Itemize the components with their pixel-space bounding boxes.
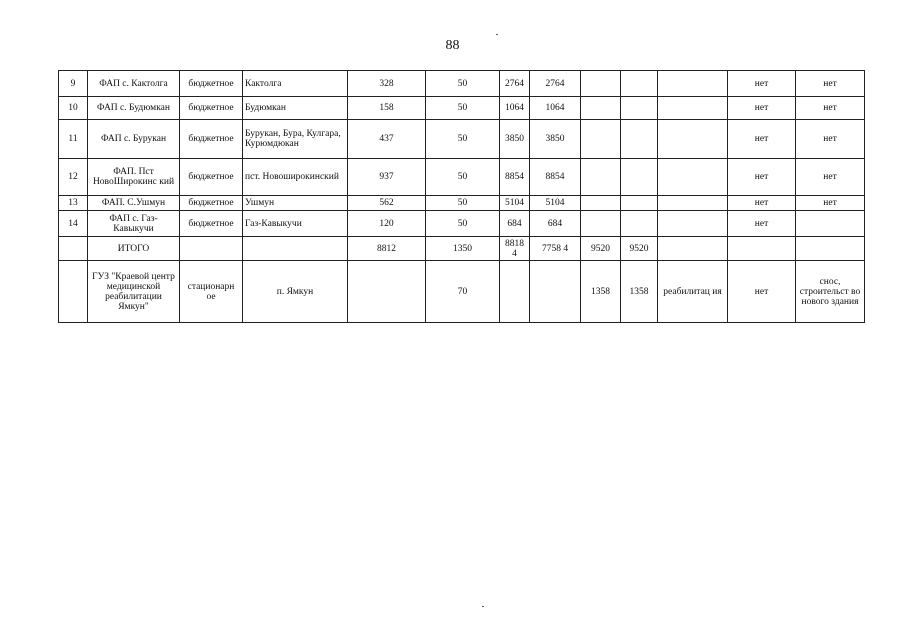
value-1: 158 [348,97,426,120]
value-2: 50 [426,211,500,237]
value-4: 2764 [530,71,581,97]
value-4 [530,261,581,323]
value-9: нет [796,71,865,97]
value-3: 3850 [500,120,530,159]
value-9: нет [796,120,865,159]
value-6: 1358 [621,261,658,323]
facility-type: бюджетное [180,196,243,211]
value-9 [796,237,865,261]
value-5 [581,211,621,237]
value-2: 70 [426,261,500,323]
profile [658,97,728,120]
settlement: п. Ямкун [243,261,348,323]
settlement: Ушмун [243,196,348,211]
profile [658,159,728,196]
value-9 [796,211,865,237]
value-2: 50 [426,196,500,211]
value-6 [621,97,658,120]
facility-type: бюджетное [180,211,243,237]
table-row [59,211,865,237]
value-2: 50 [426,120,500,159]
value-8: нет [728,159,796,196]
value-4: 1064 [530,97,581,120]
totals-label: ИТОГО [88,237,180,261]
row-number: 11 [59,120,88,159]
value-6 [621,196,658,211]
value-1: 120 [348,211,426,237]
facility-type: бюджетное [180,97,243,120]
value-1 [348,261,426,323]
value-5: 9520 [581,237,621,261]
profile: реабилитац ия [658,261,728,323]
value-9: нет [796,159,865,196]
profile [658,120,728,159]
value-1: 562 [348,196,426,211]
facility-name: ФАП с. Будюмкан [88,97,180,120]
row-number: 13 [59,196,88,211]
value-4: 7758 4 [530,237,581,261]
table-row [59,196,865,211]
value-5 [581,159,621,196]
row-number [59,261,88,323]
facility-name: ФАП. Пст НовоШирокинс кий [88,159,180,196]
facility-type: бюджетное [180,120,243,159]
value-9: снос, строительст во нового здания [796,261,865,323]
value-1: 937 [348,159,426,196]
table-row [59,261,865,323]
value-6: 9520 [621,237,658,261]
value-5 [581,196,621,211]
value-5 [581,71,621,97]
scan-speck [496,34,498,35]
value-3 [500,261,530,323]
facility-name: ГУЗ "Краевой центр медицинской реабилитации Ямкун" [88,261,180,323]
value-1: 8812 [348,237,426,261]
table-row [59,120,865,159]
table-row [59,97,865,120]
facility-type: стационарн ое [180,261,243,323]
row-number: 12 [59,159,88,196]
facility-name: ФАП с. Кактолга [88,71,180,97]
settlement: пст. Новоширокинский [243,159,348,196]
facility-name: ФАП с. Бурукан [88,120,180,159]
value-8: нет [728,71,796,97]
value-9: нет [796,196,865,211]
value-4: 8854 [530,159,581,196]
profile [658,196,728,211]
value-1: 437 [348,120,426,159]
profile [658,237,728,261]
value-2: 50 [426,97,500,120]
settlement: Бурукан, Бура, Кулгара, Курюмдюкан [243,120,348,159]
value-8: нет [728,97,796,120]
value-8: нет [728,261,796,323]
value-9: нет [796,97,865,120]
value-2: 50 [426,159,500,196]
value-8: нет [728,120,796,159]
facility-type: бюджетное [180,71,243,97]
row-number: 14 [59,211,88,237]
value-5 [581,97,621,120]
value-6 [621,120,658,159]
value-3: 5104 [500,196,530,211]
value-3: 2764 [500,71,530,97]
value-6 [621,159,658,196]
table-row [59,71,865,97]
page-number: 88 [445,38,460,53]
value-3: 1064 [500,97,530,120]
value-2: 1350 [426,237,500,261]
facility-type: бюджетное [180,159,243,196]
value-8: нет [728,196,796,211]
totals-row [59,237,865,261]
settlement [243,237,348,261]
table-row [59,159,865,196]
value-5: 1358 [581,261,621,323]
data-table [58,70,865,323]
settlement: Газ-Кавыкучи [243,211,348,237]
row-number [59,237,88,261]
profile [658,71,728,97]
value-8: нет [728,211,796,237]
value-4: 5104 [530,196,581,211]
value-3: 8854 [500,159,530,196]
value-6 [621,211,658,237]
value-1: 328 [348,71,426,97]
scan-speck [482,606,484,607]
facility-name: ФАП с. Газ-Кавыкучи [88,211,180,237]
value-2: 50 [426,71,500,97]
row-number: 9 [59,71,88,97]
facility-name: ФАП. С.Ушмун [88,196,180,211]
settlement: Кактолга [243,71,348,97]
value-6 [621,71,658,97]
value-8 [728,237,796,261]
value-3: 684 [500,211,530,237]
value-5 [581,120,621,159]
value-4: 684 [530,211,581,237]
profile [658,211,728,237]
value-3: 8818 4 [500,237,530,261]
value-4: 3850 [530,120,581,159]
row-number: 10 [59,97,88,120]
facility-type [180,237,243,261]
settlement: Будюмкан [243,97,348,120]
